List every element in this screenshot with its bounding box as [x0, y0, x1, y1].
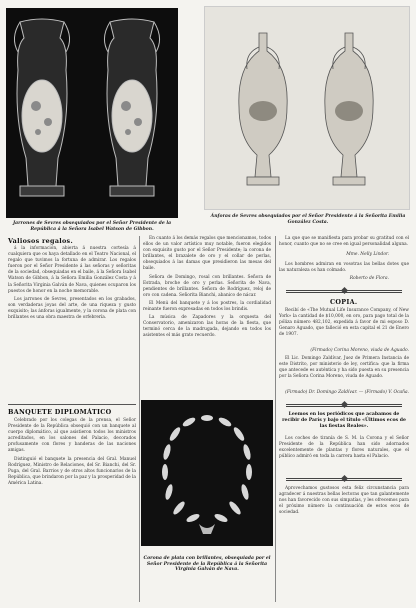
- vases-right-caption: Ánforas de Sevres obsequiados por el Señor Presidente á la Señorita Emilia González Costa.: [210, 214, 406, 225]
- left-paragraph-2: Los jarrones de Sevres, presentados en los grabados, son verdaderas joyas del arte, de una riqueza y gusto exquisito; las ánforas igualmente, y la corona de plata con brillantes es una obra maestra de orfebrería.: [8, 296, 136, 321]
- middle-column-text: [143, 236, 271, 342]
- right-paragraph-5: Los coches de tiranía de S. M. la Corona y el Señor Presidente de la República han sido adornados excelentemente de plantas y flores naturales, que el público admiró en toda la carrera hasta el Palacio.: [279, 436, 409, 460]
- amphorae-photo-right: [204, 6, 410, 210]
- signature-1: Mme. Nelly Lindor.: [346, 252, 389, 257]
- signature-2: Roberto de Flora.: [349, 276, 389, 281]
- right-column-text-2: [279, 262, 409, 276]
- right-column-text-1: [279, 236, 409, 250]
- crown-illustration: [141, 400, 273, 546]
- left-paragraph-1: á la información, abierta á nuestra cortesía á cualquiera que os haya detallado en el Teatro Nacional, el regalo que tuvimos la fortuna de admirar. Los regalos fueron por el Señor Presidente á las señoras y señoritas de la sociedad, obsequiadas en el baile, á la Señora Isabel Watson de Gibbon, á la Señora Emilia González Costa y á la Señorita Virginia Galván de Nava, quienes ocuparon los puestos de honor en la noche memorable.: [8, 246, 136, 294]
- ornament-divider-3: [286, 478, 402, 481]
- crown-caption: Corona de plata con brillantes, obsequiada por el Señor Presidente de la República á la Señorita Virginia Galván de Nava.: [143, 556, 271, 573]
- middle-paragraph-2: Señora de Domingo, rosal con brillantes. Señora de Estrada, broche de oro y perlas. Señorita de Nava, pendientes de brillantes. Señora de Rodríguez, reloj de oro con cadena. Señorita Bianchi, abanico de nácar.: [143, 274, 271, 298]
- vases-photo-left: [6, 8, 178, 218]
- right-paragraph-1: La que que se manifiesta para probar su gratitud con el honor, cuanto que no se cree en igual personalidad alguna.: [279, 236, 409, 248]
- right-paragraph-3: Recibí de «The Mutual Life Insurance Company, of New York» la cantidad de $10,000, en oro, para pago total de la póliza número 482,102, expedida á favor de mi esposo D. Genaro Aguado, que falleció en esta capital el 21 de Enero de 1907.: [279, 308, 409, 338]
- vases-illustration-left: [6, 8, 178, 218]
- right-column-text-3: [279, 308, 409, 340]
- middle-paragraph-4: La música de Zapadores y la orquesta del Conservatorio, amenizaron las horas de la fiesta, que terminó cerca de la madrugada, dejando en todos los asistentes el más grato recuerdo.: [143, 315, 271, 339]
- ornament-divider-1: [286, 290, 402, 293]
- amphorae-illustration-right: [205, 7, 409, 209]
- middle-paragraph-1: En cuanto á los demás regalos que mencionamos, todos ellos de un valor artístico muy notable, fueron elegidos con exquisito gusto por el Señor Presidente; la corona de brillantes, el brazalete de oro y el collar de perlas, obsequiados á las damas que presidieron las mesas del baile.: [143, 236, 271, 272]
- diplomatic-banquet-heading: BANQUETE DIPLOMÁTICO: [8, 408, 112, 416]
- right-column-text-6: [279, 486, 409, 518]
- left-column-text-2: [8, 418, 136, 489]
- right-paragraph-6: Aprovechamos gustosos esta feliz circunstancia para agradecer á nuestras bellas lectoras que tan galantemente nos han favorecido con sus simpatías, y les ofrecemos para el próximo número la continuación de estos ecos de sociedad.: [279, 486, 409, 516]
- right-column-text-5: [279, 436, 409, 462]
- copy-heading: COPIA.: [330, 298, 358, 306]
- ornament-divider-2: [286, 404, 402, 407]
- left-paragraph-4: Distinguió el banquete la presencia del Gral. Manuel Rodríguez, Ministro de Relaciones, del Sr. Bianchi, del Sr. Puga, del Gral. Barrios y de otros altos funcionarios de la República, que brindaron por la paz y la prosperidad de la América Latina.: [8, 456, 136, 486]
- left-paragraph-3: Celebrado por los colegas de la prensa, el Señor Presidente de la República obsequió con un banquete al cuerpo diplomático, al que asistieron todos los ministros acreditados, en los salones del Palacio, decorados profusamente con flores y banderas de las naciones amigas.: [8, 418, 136, 454]
- right-column-text-4: [279, 356, 409, 382]
- fiestas-reales-intro: Leemos en los periódicos que acabamos de recibir de París y bajo el título «Últimos ecos de las fiestas Reales».: [282, 412, 406, 430]
- right-paragraph-4: El Lic. Domingo Zaldívar, Juez de Primera Instancia de este Distrito, por ministerio de ley, certifica: que la firma que antecede es auténtica y ha sido puesta en su presencia por la Señora Corina Moreno, viuda de Aguado.: [279, 356, 409, 380]
- left-column-text-1: [8, 246, 136, 323]
- column-divider-2: [275, 236, 276, 602]
- right-paragraph-2: Los hombres admiran en vosotras las bellas dotes que las naturaleza os han colmado.: [279, 262, 409, 274]
- left-heading-rule: [8, 404, 136, 405]
- signature-3: (Firmado) Corina Moreno, viuda de Aguado.: [310, 348, 409, 353]
- middle-paragraph-3: El Menú del banquete y á los postres, la cordialidad reinante fueron expresadas en todos los brindis.: [143, 300, 271, 313]
- signature-4: (Firmado) Dr. Domingo Zaldívar. — (Firmado) V. Ocaña.: [285, 390, 409, 395]
- crown-photo: [141, 400, 273, 546]
- column-divider-1: [139, 236, 140, 602]
- vases-left-caption: Jarrones de Sevres obsequiados por el Señor Presidente de la República á la Señora Isabel Watson de Gibbon.: [12, 221, 172, 232]
- valuable-gifts-heading: Valiosos regalos.: [8, 237, 73, 245]
